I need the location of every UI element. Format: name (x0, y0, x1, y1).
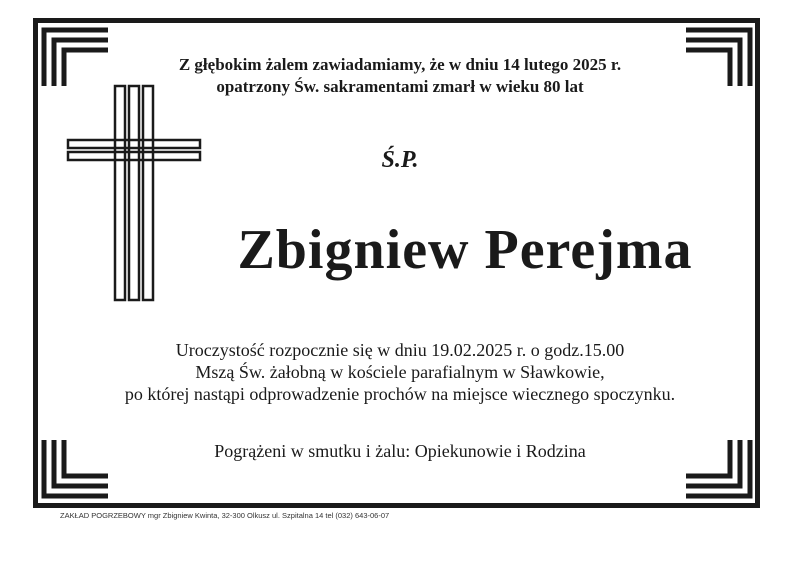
mourners-line: Pogrążeni w smutku i żalu: Opiekunowie i Rodzina (214, 441, 586, 461)
deceased-name: Zbigniew Perejma (237, 219, 693, 281)
cross-icon (66, 84, 202, 302)
ceremony-details (0, 339, 800, 405)
honorific: Ś.P. (381, 147, 419, 173)
intro-line: Z głębokim żalem zawiadamiamy, że w dniu 14 lutego 2025 r. (178, 55, 622, 74)
ceremony-line: Mszą Św. żałobną w kościele parafialnym w Sławkowie, (195, 362, 605, 382)
death-announcement (0, 54, 800, 98)
funeral-home-footer: ZAKŁAD POGRZEBOWY mgr Zbigniew Kwinta, 32-300 Olkusz ul. Szpitalna 14 tel (032) 643-06-07 (60, 511, 390, 520)
corner-ornament-bottom-left-icon (38, 422, 118, 502)
ceremony-line: Uroczystość rozpocznie się w dniu 19.02.2025 r. o godz.15.00 (175, 340, 625, 360)
intro-line: opatrzony Św. sakramentami zmarł w wieku 80 lat (216, 77, 584, 96)
corner-ornament-bottom-right-icon (676, 422, 756, 502)
ceremony-line: po której nastąpi odprowadzenie prochów na miejsce wiecznego spoczynku. (124, 384, 676, 404)
